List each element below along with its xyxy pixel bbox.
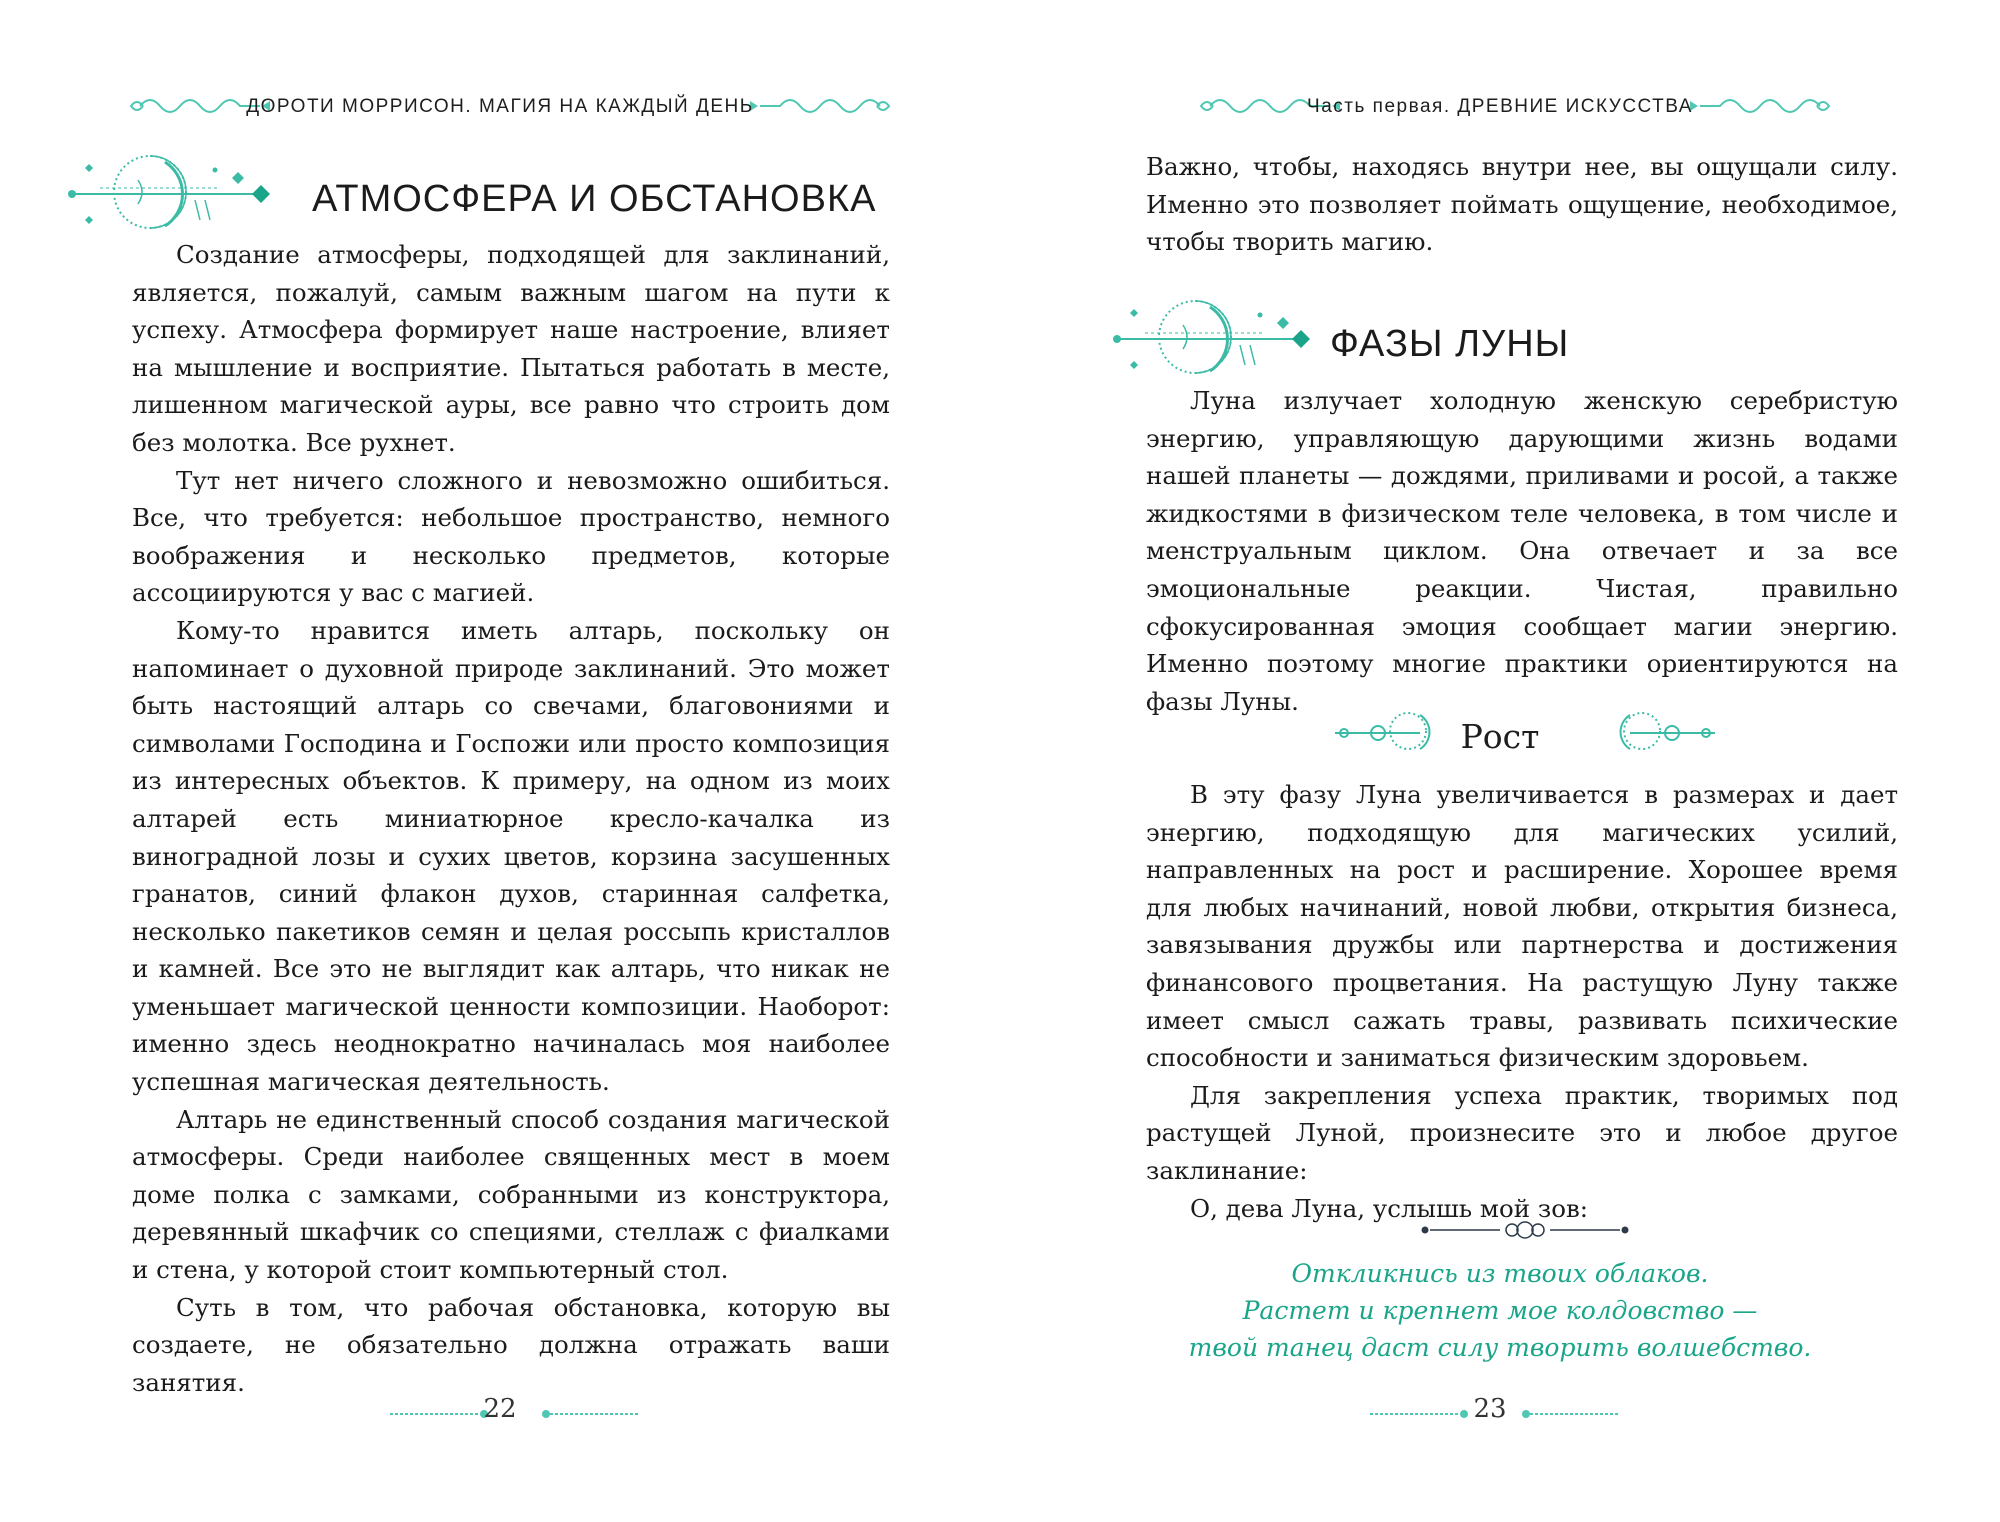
running-head-left [0, 76, 1000, 136]
paragraph: Создание атмосферы, подходящей для заклинаний, является, пожалуй, самым важным шагом на пути к успеху. Атмосфера формирует наше настроение, влияет на мышление и восприятие. Пытаться работать в месте, лишенном магической ауры, все равно что строить дом без молотка. Все рухнет. [132, 240, 890, 457]
folio-right [1000, 1392, 2000, 1432]
paragraph: Важно, чтобы, находясь внутри нее, вы ощущали силу. Именно это позволяет поймать ощущение, необходимое, чтобы творить магию. [1146, 152, 1898, 257]
paragraph: Тут нет ничего сложного и невозможно ошибиться. Все, что требуется: небольшое пространство, немного воображения и несколько предметов, которые ассоциируются у вас с магией. [132, 465, 890, 608]
section-heading [1000, 295, 2000, 395]
paragraph: Кому-то нравится иметь алтарь, поскольку он напоминает о духовной природе заклинаний. Это может быть настоящий алтарь со свечами, благовониями и символами Господина и Госпожи или просто композиция из интересных объектов. К примеру, на одном из моих алтарей есть миниатюрное кресло-качалка из виноградной лозы и сухих цветов, корзина засушенных гранатов, синий флакон духов, старинная салфетка, несколько пакетиков семян и целая россыпь кристаллов и камней. Все это не выглядит как алтарь, что никак не уменьшает магической ценности композиции. Наоборот: именно здесь неоднократно начиналась моя наиболее успешная магическая деятельность. [132, 615, 890, 1097]
paragraph: Алтарь не единственный способ создания магической атмосферы. Среди наиболее священных мест в моем доме полка с замками, собранными из конструктора, деревянный шкафчик со специями, стеллаж с фиалками и стена, у которой стоит компьютерный стол. [132, 1104, 890, 1285]
body-text-left [132, 236, 890, 1401]
celestial-ornament-icon [0, 150, 330, 250]
paragraph: О, дева Луна, услышь мой зов: [1190, 1193, 1588, 1223]
page-number: 22 [483, 1394, 517, 1424]
subsection-heading [1000, 705, 2000, 765]
page-number: 23 [1473, 1394, 1507, 1424]
verse-line: Растет и крепнет мое колдовство — [1242, 1296, 1758, 1325]
paragraph: Луна излучает холодную женскую серебристую энергию, управляющую дарующими жизнь водами нашей планеты — дождями, приливами и росой, а также жидкостями в физическом теле человека, в том числе и менструальным циклом. Она отвечает и за все эмоциональные реакции. Чистая, правильно сфокусированная эмоция сообщает магии энергию. Именно поэтому многие практики ориентируются на фазы Луны. [1146, 386, 1898, 716]
paragraph: Суть в том, что рабочая обстановка, которую вы создаете, не обязательно должна отражать ваши занятия. [132, 1292, 890, 1397]
running-head-right [1000, 76, 2000, 136]
folio-left [0, 1392, 1000, 1432]
celestial-ornament-icon [1000, 295, 1330, 395]
body-text-right-2 [1146, 776, 1898, 1227]
running-head-text: Часть первая. ДРЕВНИЕ ИСКУССТВА [1307, 96, 1693, 117]
section-title: ФАЗЫ ЛУНЫ [1330, 323, 1570, 365]
incantation-verse [1000, 1255, 2000, 1366]
verse-divider-icon [1000, 1215, 2000, 1245]
section-heading [0, 150, 1000, 250]
continuation-text [1146, 148, 1898, 261]
section-title: АТМОСФЕРА И ОБСТАНОВКА [312, 178, 877, 220]
verse-line: Откликнись из твоих облаков. [1291, 1259, 1709, 1288]
subsection-title: Рост [1460, 717, 1540, 756]
running-head-text: ДОРОТИ МОРРИСОН. МАГИЯ НА КАЖДЫЙ ДЕНЬ [246, 96, 754, 117]
body-text-right-1 [1146, 382, 1898, 720]
right-page [1000, 0, 2000, 1522]
paragraph: В эту фазу Луна увеличивается в размерах и дает энергию, подходящую для магических усилий, направленных на рост и расширение. Хорошее время для любых начинаний, новой любви, открытия бизнеса, завязывания дружбы или партнерства и достижения финансового процветания. На растущую Луну также имеет смысл сажать травы, развивать психические способности и заниматься физическим здоровьем. [1146, 780, 1898, 1073]
paragraph: Для закрепления успеха практик, творимых под растущей Луной, произнесите это и любое другое заклинание: [1146, 1080, 1898, 1185]
verse-line: твой танец даст силу творить волшебство. [1188, 1333, 1812, 1362]
